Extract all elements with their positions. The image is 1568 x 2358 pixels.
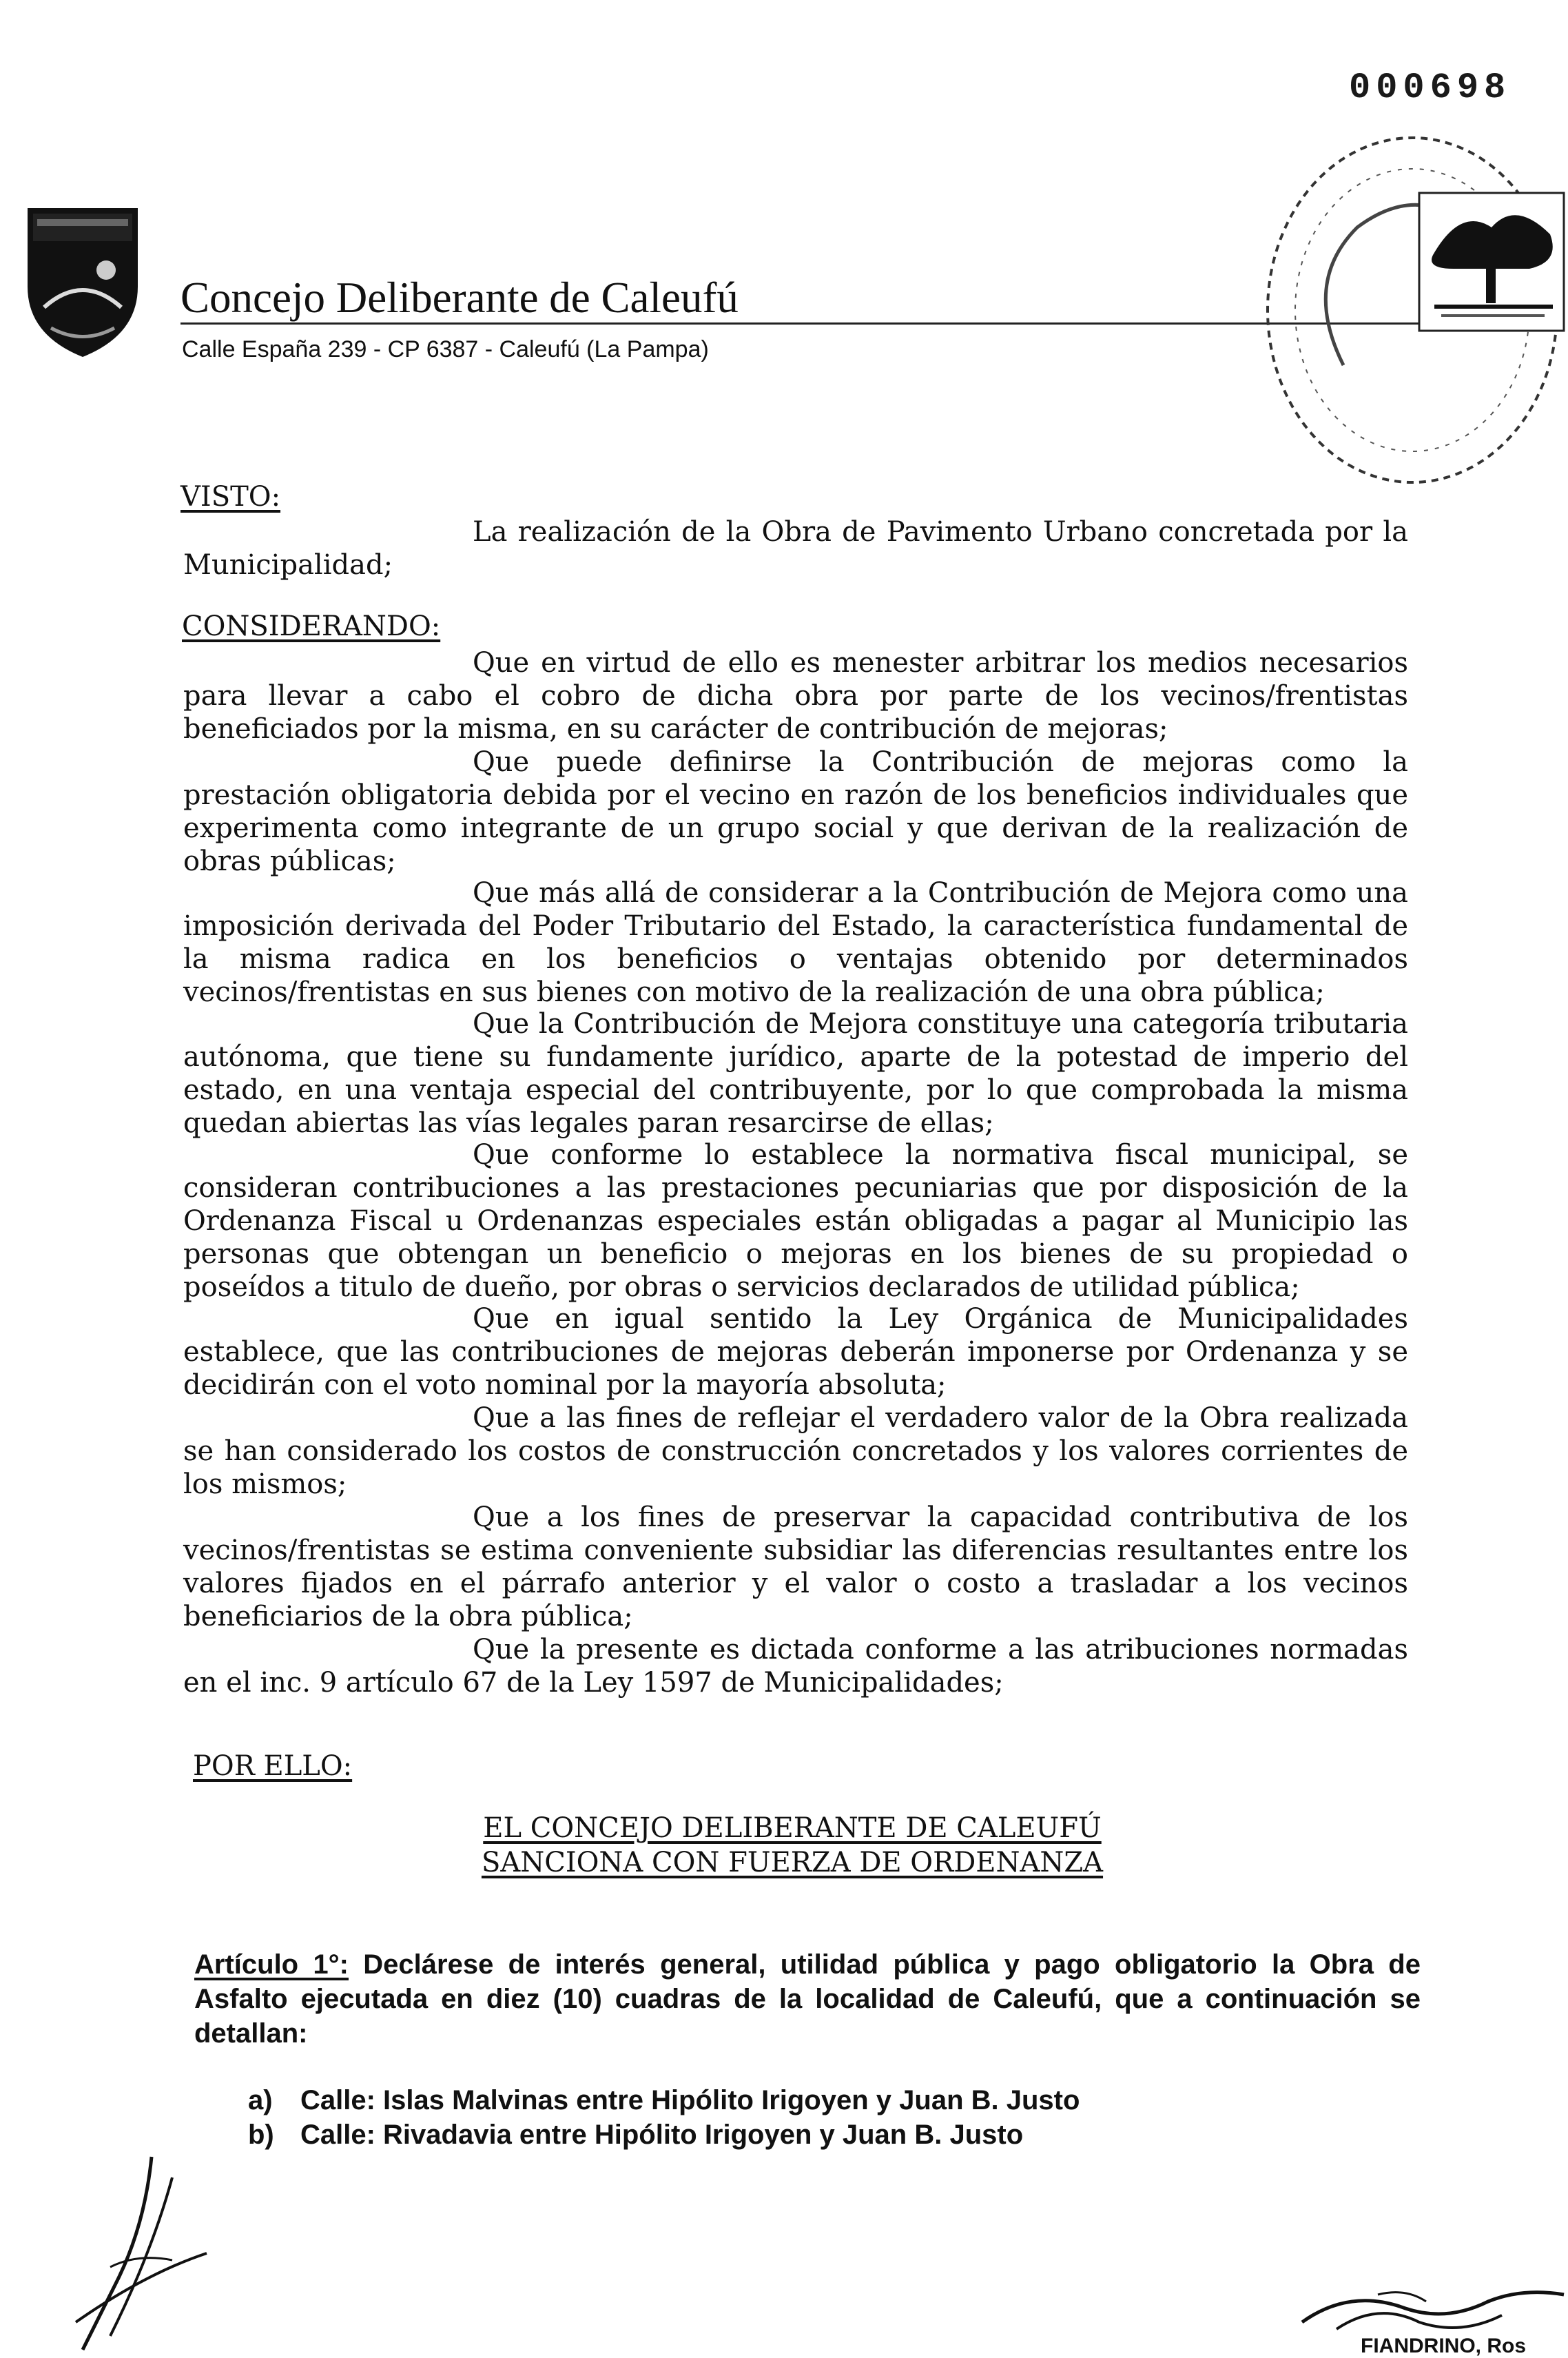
considerando-paragraph: Que la presente es dictada conforme a las atribuciones normadas en el inc. 9 artículo 67 de la Ley 1597 de Municipalidades; bbox=[183, 1634, 1408, 1699]
org-address: Calle España 239 - CP 6387 - Caleufú (La Pampa) bbox=[182, 336, 709, 362]
sanciona-line-1: EL CONCEJO DELIBERANTE DE CALEUFÚ bbox=[483, 1812, 1102, 1844]
list-item-letter: b) bbox=[248, 2120, 274, 2150]
page-number: 000698 bbox=[1349, 68, 1512, 108]
handwritten-signature-left bbox=[69, 2150, 220, 2352]
org-title: Concejo Deliberante de Caleufú bbox=[180, 274, 739, 322]
considerando-paragraph: Que en virtud de ello es menester arbitrar los medios necesarios para llevar a cabo el cobro de dicha obra por parte de los vecinos/frentistas beneficiados por la misma, en su carácter de contribución de mejoras; bbox=[183, 647, 1408, 745]
considerando-paragraph: Que a los fines de preservar la capacidad contributiva de los vecinos/frentistas se estima conveniente subsidiar las diferencias resultantes entre los valores fijados en el párrafo anterior y el valor o costo a trasladar a los vecinos beneficiarios de la obra pública; bbox=[183, 1501, 1408, 1632]
considerando-paragraph: Que más allá de considerar a la Contribución de Mejora como una imposición derivada del Poder Tributario del Estado, la característica fundamental de la misma radica en los beneficios o ventajas obtenido por determinados vecinos/frentistas en sus bienes con motivo de la realización de una obra pública; bbox=[183, 877, 1408, 1008]
list-item-letter: a) bbox=[248, 2085, 273, 2115]
considerando-paragraph: Que en igual sentido la Ley Orgánica de Municipalidades establece, que las contribuciones de mejoras deberán imponerse por Ordenanza y se decidirán con el voto nominal por la mayoría absoluta; bbox=[183, 1303, 1408, 1401]
visto-heading: VISTO: bbox=[180, 481, 281, 513]
articulo-1-text: Declárese de interés general, utilidad pública y pago obligatorio la Obra de Asfalto ejecutada en diez (10) cuadras de la localidad de Caleufú, que a continuación se detallan: bbox=[194, 1949, 1421, 2049]
articulo-1-label: Artículo 1°: bbox=[194, 1949, 349, 1980]
court-stamp-seal bbox=[1254, 103, 1568, 489]
articulo-1 bbox=[194, 1947, 1421, 2051]
considerando-paragraph: Que conforme lo establece la normativa fiscal municipal, se consideran contribuciones a las prestaciones pecuniarias que por disposición de la Ordenanza Fiscal u Ordenanzas especiales están obligadas a pagar al Municipio las personas que obtengan un beneficio o mejoras en los bienes de su propiedad o poseídos a titulo de dueño, por obras o servicios declarados de utilidad pública; bbox=[183, 1139, 1408, 1303]
list-item-text: Calle: Rivadavia entre Hipólito Irigoyen y Juan B. Justo bbox=[300, 2120, 1024, 2150]
list-item bbox=[248, 2120, 1023, 2151]
list-item-text: Calle: Islas Malvinas entre Hipólito Irigoyen y Juan B. Justo bbox=[300, 2085, 1080, 2115]
signatory-name: FIANDRINO, Ros bbox=[1361, 2335, 1526, 2357]
considerando-paragraph: Que a las fines de reflejar el verdadero valor de la Obra realizada se han considerado los costos de construcción concretados y los valores corrientes de los mismos; bbox=[183, 1402, 1408, 1500]
por-ello-heading: POR ELLO: bbox=[193, 1750, 353, 1782]
sanciona-line-2: SANCIONA CON FUERZA DE ORDENANZA bbox=[481, 1847, 1104, 1878]
municipal-crest-logo bbox=[23, 204, 142, 360]
considerando-paragraph: Que la Contribución de Mejora constituye una categoría tributaria autónoma, que tiene su fundamente jurídico, aparte de la potestad de imperio del estado, en una ventaja especial del contribuyente, por lo que comprobada la misma quedan abiertas las vías legales paran resarcirse de ellas; bbox=[183, 1008, 1408, 1139]
considerando-heading: CONSIDERANDO: bbox=[182, 611, 441, 642]
list-item bbox=[248, 2085, 1080, 2116]
considerando-paragraph: Que puede definirse la Contribución de mejoras como la prestación obligatoria debida por el vecino en razón de los beneficios individuales que experimenta como integrante de un grupo social y que derivan de la realización de obras públicas; bbox=[183, 746, 1408, 877]
visto-text: La realización de la Obra de Pavimento Urbano concretada por la Municipalidad; bbox=[183, 516, 1408, 581]
